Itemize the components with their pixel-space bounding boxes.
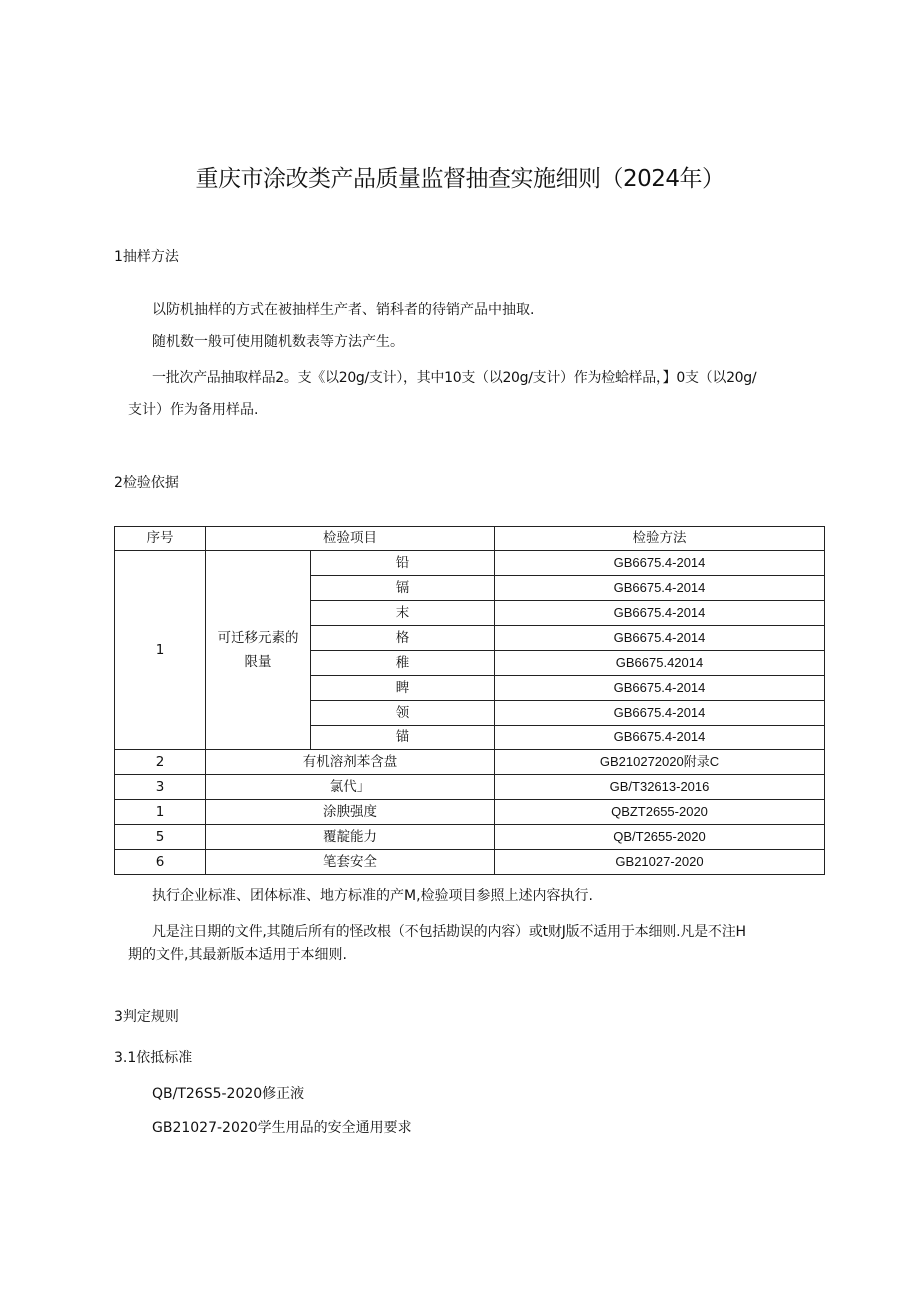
note-enterprise-standard: 执行企业标准、团体标准、地方标准的产M,检验项目参照上述内容执行.	[152, 888, 593, 904]
method-cell: GB6675.4-2014	[495, 676, 825, 701]
method-cell: GB6675.4-2014	[495, 576, 825, 601]
method-cell: GB6675.4-2014	[495, 726, 825, 750]
method-cell: GB210272020附录C	[495, 750, 825, 775]
method-cell: QB/T2655-2020	[495, 825, 825, 850]
note-dated-documents-line1: 凡是注日期的文件,其随后所有的怪改根（不包括勘误的内容）或t财J版不适用于本细则.凡是不注H	[152, 924, 746, 940]
element-cell: 睥	[311, 676, 495, 701]
table-row	[115, 551, 825, 576]
row-no: 2	[115, 750, 206, 775]
method-cell: GB/T32613-2016	[495, 775, 825, 800]
method-cell: GB6675.4-2014	[495, 551, 825, 576]
row-item: 覆靛能力	[206, 825, 495, 850]
table-row	[115, 775, 825, 800]
standard-item: QB/T26S5-2020修正液	[152, 1086, 305, 1102]
section-2-heading: 2检验依据	[114, 475, 179, 491]
header-no: 序号	[115, 527, 206, 551]
method-cell: GB6675.4-2014	[495, 701, 825, 726]
element-cell: 格	[311, 626, 495, 651]
method-cell: GB21027-2020	[495, 850, 825, 875]
header-method: 检验方法	[495, 527, 825, 551]
table-row	[115, 850, 825, 875]
paragraph-sampling-method: 以防机抽样的方式在被抽样生产者、销科者的待销产品中抽取.	[152, 302, 535, 318]
row-no: 3	[115, 775, 206, 800]
element-cell: 锚	[311, 726, 495, 750]
group1-label	[206, 551, 311, 750]
method-cell: GB6675.42014	[495, 651, 825, 676]
note-dated-documents-line2: 期的文件,其最新版本适用于本细则.	[128, 947, 347, 963]
paragraph-sample-quantity-line2: 支计）作为备用样品.	[128, 402, 259, 418]
row-item: 涂腴强度	[206, 800, 495, 825]
method-cell: GB6675.4-2014	[495, 601, 825, 626]
row-no: 5	[115, 825, 206, 850]
section-3-heading: 3判定规则	[114, 1009, 179, 1025]
element-cell: 末	[311, 601, 495, 626]
row-no: 1	[115, 800, 206, 825]
method-cell: QBZT2655-2020	[495, 800, 825, 825]
section-1-heading: 1抽样方法	[114, 249, 179, 265]
table-row	[115, 825, 825, 850]
group1-label-line1: 可迁移元素的	[217, 630, 299, 646]
paragraph-random-number: 随机数一般可使用随机数表等方法产生。	[152, 334, 404, 350]
row-item: 笔套安全	[206, 850, 495, 875]
row-no: 6	[115, 850, 206, 875]
element-cell: 稚	[311, 651, 495, 676]
row-item: 氯代」	[206, 775, 495, 800]
section-3-1-heading: 3.1依抵标准	[114, 1050, 193, 1066]
group1-label-line2: 限量	[244, 654, 272, 670]
group1-no: 1	[115, 551, 206, 750]
header-item: 检验项目	[206, 527, 495, 551]
table-header-row	[115, 527, 825, 551]
inspection-basis-table	[114, 526, 825, 875]
paragraph-sample-quantity-line1: 一批次产品抽取样品2。支《以20g∕支计），其中10支（以20g∕支计）作为检蛤样品，】0支（以20g∕	[152, 370, 757, 386]
element-cell: 镉	[311, 576, 495, 601]
element-cell: 铅	[311, 551, 495, 576]
table-row	[115, 750, 825, 775]
page-title: 重庆市涂改类产品质量监督抽查实施细则（2024年）	[195, 166, 725, 192]
table-row	[115, 800, 825, 825]
method-cell: GB6675.4-2014	[495, 626, 825, 651]
element-cell: 领	[311, 701, 495, 726]
standard-item: GB21027-2020学生用品的安全通用要求	[152, 1120, 412, 1136]
row-item: 有机溶剂苯含盘	[206, 750, 495, 775]
